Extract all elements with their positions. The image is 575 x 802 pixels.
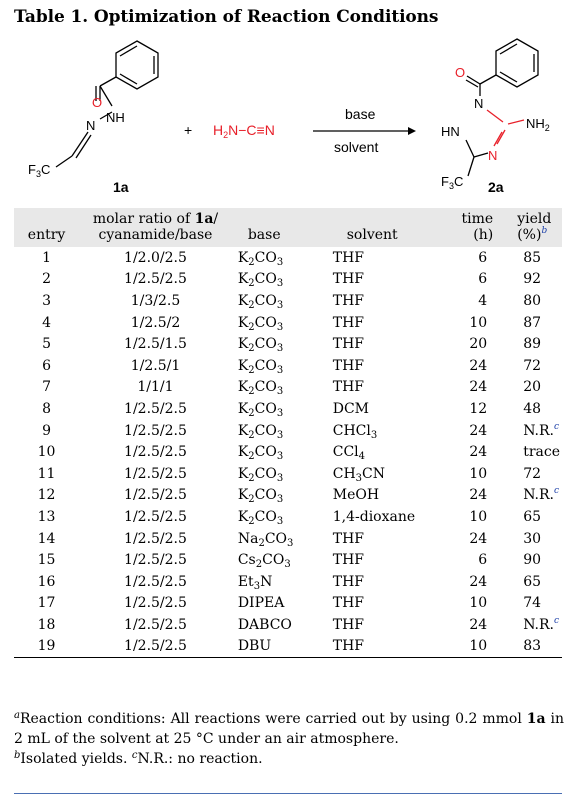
cell-ratio: 1/2.0/2.5 [124,249,187,266]
cell-entry: 2 [42,271,52,288]
optimization-table [14,208,562,658]
cell-base: $K_2CO_3$ [237,249,284,268]
ratio-header-bold: 1a [194,211,214,227]
cell-time: 24 [469,379,488,396]
table-row [14,463,562,485]
yield-header-footnote-mark: b [541,226,548,236]
table-row [14,312,562,334]
cell-ratio: 1/2.5/2.5 [124,595,187,612]
yield-value: 87 [523,314,542,331]
table-row [14,441,562,463]
cell-entry: 16 [37,573,56,590]
footnote-bc [14,749,564,769]
atom-f3c-1a: $F_3C$ [28,162,51,179]
cell-ratio: 1/2.5/2.5 [124,422,187,439]
cell-time: 24 [469,422,488,439]
col-header-solvent: solvent [346,227,398,243]
cell-base: $K_2CO_3$ [237,292,284,311]
cell-time: 24 [469,530,488,547]
cell-solvent: $CH_3CN$ [332,465,385,484]
cell-time: 6 [478,249,488,266]
table-header-row [14,208,562,247]
yield-value: 85 [523,249,542,266]
yield-value: 72 [523,357,542,374]
cell-time: 10 [469,314,488,331]
cell-yield [501,593,562,615]
benzene-ring-product [496,39,538,87]
atom-nh2-2a: $NH_2$ [526,116,550,133]
cell-yield [501,441,562,463]
cell-solvent: CHCl$_3$ [332,422,378,441]
cell-ratio: 1/2.5/2.5 [124,487,187,504]
table-row [14,377,562,399]
cell-solvent: THF [332,249,364,266]
table-row [14,636,562,658]
table-row [14,420,562,442]
yield-footnote-mark: c [554,486,560,497]
cell-time: 24 [469,487,488,504]
cell-base: $K_2CO_3$ [237,444,284,463]
cell-solvent: THF [332,573,364,590]
cell-entry: 8 [42,400,52,417]
col-header-yield [501,208,562,247]
cell-entry: 12 [37,487,56,504]
yield-value: 72 [523,465,542,482]
cell-base: $K_2CO_3$ [237,357,284,376]
cell-base: $K_2CO_3$ [237,465,284,484]
yield-footnote-mark: c [554,421,560,432]
cell-yield [501,247,562,269]
cell-solvent: THF [332,552,364,569]
reaction-scheme [0,36,575,206]
cell-entry: 1 [42,249,52,266]
atom-hn-2a: HN [441,124,460,139]
yield-value: 89 [523,336,542,353]
ratio-header-slash: / [213,211,219,227]
cell-time: 12 [469,400,488,417]
atom-o-1a: O [92,95,103,110]
col-header-time [426,208,501,247]
ratio-header-line2: cyanamide/base [98,227,213,243]
table-footnotes [14,709,564,769]
cell-solvent: THF [332,271,364,288]
cell-solvent: THF [332,314,364,331]
yield-value: 90 [523,552,542,569]
label-2a: 2a [488,179,504,195]
cell-base: $K_2CO_3$ [237,400,284,419]
cell-base: $K_2CO_3$ [237,422,284,441]
ratio-header-line1: molar ratio of [92,211,191,227]
cell-yield [501,528,562,550]
arrow-label-solvent: solvent [334,139,379,155]
footnote-a-post: in 2 mL of the solvent at 25 °C under an air atmosphere. [14,711,564,747]
plus-sign: + [184,122,193,138]
yield-footnote-mark: c [554,615,560,626]
yield-value: 80 [523,292,542,309]
cell-yield [501,398,562,420]
yield-value: 20 [523,379,542,396]
cell-entry: 4 [42,314,52,331]
cell-time: 10 [469,595,488,612]
atom-n-2a: N [474,96,484,111]
cell-entry: 6 [42,357,52,374]
cell-time: 24 [469,444,488,461]
table-row [14,355,562,377]
cell-yield [501,506,562,528]
cell-ratio: 1/2.5/2 [130,314,181,331]
table-title: Table 1. Optimization of Reaction Conditions [14,7,439,27]
cell-base: DBU [232,636,325,658]
cell-solvent: THF [332,379,364,396]
time-header-line2: (h) [473,227,494,243]
cell-time: 24 [469,357,488,374]
cell-time: 24 [469,616,488,633]
cell-time: 6 [478,552,488,569]
yield-value: 48 [523,400,542,417]
atom-n-1a: N [86,118,96,133]
footnote-a-letter: a [14,710,20,721]
footnote-a-bold: 1a [526,711,546,727]
cell-entry: 11 [37,465,56,482]
footnote-a [14,709,564,749]
table-row [14,333,562,355]
cell-ratio: 1/2.5/2.5 [124,508,187,525]
cell-base: $K_2CO_3$ [237,336,284,355]
cell-ratio: 1/2.5/2.5 [124,552,187,569]
cell-ratio: 1/2.5/2.5 [124,573,187,590]
yield-header-text: yield (%) [517,211,552,243]
cell-ratio: 1/2.5/2.5 [124,530,187,547]
yield-value: N.R. [523,422,554,439]
col-header-base: base [247,227,281,243]
cell-solvent: THF [332,616,364,633]
cell-solvent: THF [332,530,364,547]
cell-entry: 5 [42,336,52,353]
cell-time: 24 [469,573,488,590]
cell-time: 4 [478,292,488,309]
time-header-line1: time [461,211,494,227]
cell-base: $K_2CO_3$ [237,487,284,506]
cell-yield [501,485,562,507]
cell-base: DIPEA [237,595,285,612]
yield-value: 83 [523,638,542,655]
cell-base: $Et_3N$ [237,573,273,592]
footnote-a-pre: Reaction conditions: All reactions were carried out by using 0.2 mmol [19,711,527,727]
footnote-b-text: Isolated yields. [20,751,132,767]
cell-ratio: 1/2.5/1.5 [124,336,187,353]
cell-solvent: THF [332,292,364,309]
footnote-b-letter: b [14,750,21,761]
cell-entry: 9 [42,422,52,439]
table-row [14,485,562,507]
col-header-ratio [79,208,232,247]
yield-value: 65 [523,573,542,590]
footnote-c-letter: c [131,750,138,761]
benzene-ring [116,41,158,89]
cell-ratio: 1/1/1 [137,379,174,396]
cell-entry: 3 [42,292,52,309]
table-row [14,247,562,269]
cell-time: 10 [469,465,488,482]
table-row [14,269,562,291]
cell-entry: 7 [42,379,52,396]
yield-value: N.R. [523,616,554,633]
cell-solvent: MeOH [332,487,380,504]
cell-time: 20 [469,336,488,353]
cell-yield [501,333,562,355]
cell-yield [501,355,562,377]
atom-o-2a: O [455,65,466,80]
table-row [14,571,562,593]
cell-solvent: 1,4-dioxane [332,508,416,525]
cell-time: 10 [426,636,501,658]
cell-solvent: THF [332,595,364,612]
cell-base: $K_2CO_3$ [237,271,284,290]
table-row [14,549,562,571]
cell-yield [501,463,562,485]
cell-yield [501,636,562,658]
cell-yield [501,290,562,312]
col-header-entry: entry [27,227,66,243]
cell-entry: 19 [14,636,79,658]
label-1a: 1a [113,179,129,195]
atom-f3c-2a: $F_3C$ [441,174,464,191]
arrow-label-base: base [345,106,376,122]
table-row [14,614,562,636]
cell-time: 10 [469,508,488,525]
cell-ratio: 1/2.5/2.5 [124,444,187,461]
cell-entry: 10 [37,444,56,461]
cell-ratio: 1/2.5/2.5 [124,271,187,288]
cell-ratio: 1/2.5/1 [130,357,181,374]
yield-value: 74 [523,595,542,612]
table-row [14,593,562,615]
cyanamide-reagent: $H_2N-C\equiv N$ [213,122,275,140]
yield-value: 65 [523,508,542,525]
cell-solvent: THF [325,636,427,658]
reaction-arrow-head [408,127,416,135]
footnote-c-text: N.R.: no reaction. [137,751,263,767]
cell-entry: 15 [37,552,56,569]
reaction-scheme-svg [0,36,575,206]
cell-solvent: DCM [332,400,370,417]
cell-yield [501,312,562,334]
cell-entry: 13 [37,508,56,525]
cell-yield [501,571,562,593]
yield-value: N.R. [523,487,554,504]
table-row [14,398,562,420]
atom-n-ring-2a: N [488,148,498,163]
cell-entry: 18 [37,616,56,633]
cell-base: $K_2CO_3$ [237,314,284,333]
cell-yield [501,614,562,636]
cell-ratio: 1/2.5/2.5 [124,616,187,633]
reactant-1a-structure [56,41,158,167]
cell-base: $K_2CO_3$ [237,379,284,398]
cell-yield [501,420,562,442]
table-row [14,528,562,550]
cell-base: $K_2CO_3$ [237,508,284,527]
cell-ratio: 1/2.5/2.5 [124,400,187,417]
bottom-rule [14,793,562,794]
cell-ratio: 1/2.5/2.5 [79,636,232,658]
table-body [14,247,562,658]
cell-entry: 14 [37,530,56,547]
yield-value: 30 [523,530,542,547]
cell-yield [501,377,562,399]
yield-value: 92 [523,271,542,288]
yield-value: trace [523,444,560,461]
cell-time: 6 [478,271,488,288]
cell-yield [501,549,562,571]
cell-solvent: THF [332,357,364,374]
cell-solvent: CCl$_4$ [332,444,366,463]
cell-base: $Cs_2CO_3$ [237,552,291,571]
cell-yield [501,269,562,291]
cell-entry: 17 [37,595,56,612]
atom-nh-1a: NH [106,110,125,125]
cell-solvent: THF [332,336,364,353]
cell-ratio: 1/2.5/2.5 [124,465,187,482]
table-row [14,506,562,528]
cell-ratio: 1/3/2.5 [130,292,181,309]
cell-base: $Na_2CO_3$ [237,530,294,549]
cell-base: DABCO [237,616,292,633]
table-row [14,290,562,312]
